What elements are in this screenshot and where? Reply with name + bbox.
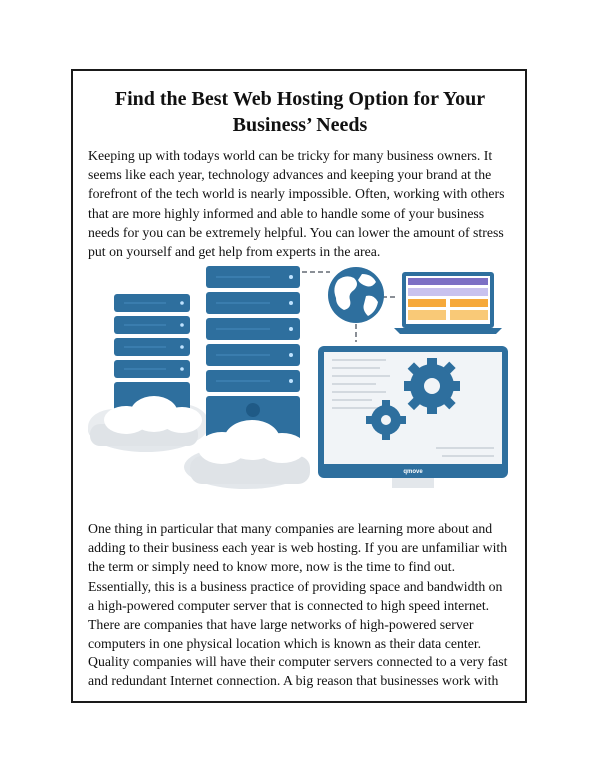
monitor-icon	[318, 346, 508, 488]
hosting-illustration	[86, 262, 512, 492]
laptop-icon	[394, 272, 502, 334]
server-tower-left	[114, 294, 190, 414]
monitor-brand-label: qmove	[403, 469, 423, 475]
web-hosting-paragraph: One thing in particular that many companies are learning more about and adding to their business each year is web hosting. If you are unfamiliar with the term or simply need to know more, now is the time to find out. Essentially, this is a business practice of providing space and bandwidth on a high-powered computer server that is connected to high speed internet. There are companies that have large networks of high-powered server computers in one physical location which is known as their data center.	[88, 521, 508, 652]
intro-paragraph: Keeping up with todays world can be tricky for many business owners. It seems like each year, technology advances and keeping your brand at the forefront of the tech world is nearly impossible. Often, working with others that are more highly informed and able to handle some of your business needs for you can be extremely helpful. You can lower the amount of stress put on yourself and get help from experts in the area.	[88, 148, 505, 260]
gear-large-icon	[404, 358, 460, 414]
quality-companies-paragraph: Quality companies will have their computer servers connected to a very fast and redundant Internet connection. A big reason that businesses work with	[88, 654, 508, 689]
globe-icon	[328, 267, 384, 323]
article-title: Find the Best Web Hosting Option for Your Business’ Needs	[114, 88, 486, 136]
